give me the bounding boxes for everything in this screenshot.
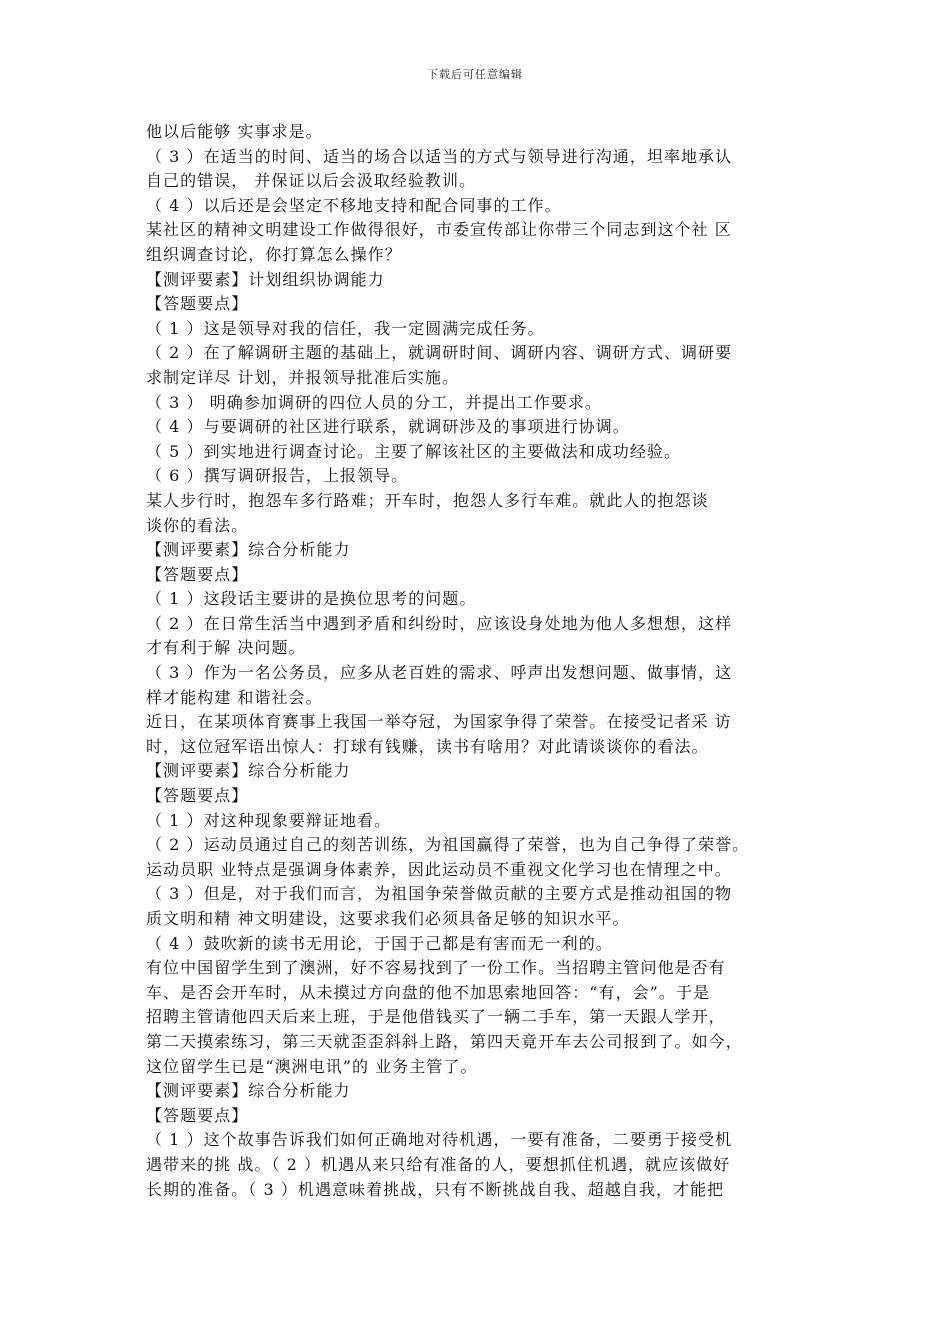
text-line: 【测评要素】综合分析能力 — [146, 1081, 351, 1101]
document-body — [146, 120, 810, 1202]
text-line: （ 4 ）鼓吹新的读书无用论，于国于己都是有害而无一利的。 — [146, 933, 613, 953]
text-line: 招聘主管请他四天后来上班，于是他借钱买了一辆二手车，第一天跟人学开， — [146, 1007, 726, 1027]
text-line: （ 1 ）这段话主要讲的是换位思考的问题。 — [146, 589, 477, 609]
text-line: （ 1 ）这个故事告诉我们如何正确地对待机遇，一要有准备，二要勇于接受机 — [146, 1130, 733, 1150]
text-line: 自己的错误， 并保证以后会汲取经验教训。 — [146, 171, 477, 191]
text-line: （ 2 ）在了解调研主题的基础上，就调研时间、调研内容、调研方式、调研要 — [146, 343, 733, 363]
text-line: （ 2 ）在日常生活当中遇到矛盾和纠纷时，应该设身处地为他人多想想，这样 — [146, 613, 733, 633]
text-line: 车、是否会开车时，从未摸过方向盘的他不加思索地回答：“有，会”。于是 — [146, 982, 711, 1002]
text-line: 求制定详尽 计划，并报领导批准后实施。 — [146, 367, 460, 387]
text-line: （ 4 ）以后还是会坚定不移地支持和配合同事的工作。 — [146, 195, 562, 215]
text-line: （ 4 ）与要调研的社区进行联系，就调研涉及的事项进行协调。 — [146, 417, 630, 437]
text-line: 样才能构建 和谐社会。 — [146, 687, 323, 707]
text-line: 运动员职 业特点是强调身体素养，因此运动员不重视文化学习也在情理之中。 — [146, 859, 732, 879]
text-line: 谈你的看法。 — [146, 515, 249, 535]
text-line: （ 6 ）撰写调研报告，上报领导。 — [146, 466, 409, 486]
text-line: （ 3 ）在适当的时间、适当的场合以适当的方式与领导进行沟通，坦率地承认 — [146, 146, 733, 166]
text-line: （ 1 ）对这种现象要辩证地看。 — [146, 810, 392, 830]
text-line: （ 3 ）作为一名公务员，应多从老百姓的需求、呼声出发想问题、做事情，这 — [146, 663, 733, 683]
text-line: 【答题要点】 — [146, 1105, 249, 1125]
text-line: 这位留学生已是“澳洲电讯”的 业务主管了。 — [146, 1056, 478, 1076]
text-line: 第二天摸索练习，第三天就歪歪斜斜上路，第四天竟开车去公司报到了。如今， — [146, 1031, 743, 1051]
text-line: 【答题要点】 — [146, 294, 249, 314]
text-line: 【测评要素】综合分析能力 — [146, 540, 351, 560]
page-header: 下载后可任意编辑 — [427, 68, 523, 81]
text-line: 质文明和精 神文明建设，这要求我们必须具备足够的知识水平。 — [146, 909, 630, 928]
text-line: 近日，在某项体育赛事上我国一举夺冠，为国家争得了荣誉。在接受记者采 访 — [146, 712, 732, 732]
text-line: 长期的准备。（ 3 ）机遇意味着挑战，只有不断挑战自我、超越自我，才能把 — [146, 1179, 725, 1199]
text-line: 有位中国留学生到了澳洲，好不容易找到了一份工作。当招聘主管问他是否有 — [146, 958, 726, 978]
text-line: 【答题要点】 — [146, 786, 249, 806]
text-line: （ 5 ）到实地进行调查讨论。主要了解该社区的主要做法和成功经验。 — [146, 441, 682, 461]
text-line: 某人步行时，抱怨车多行路难；开车时，抱怨人多行车难。就此人的抱怨谈 — [146, 490, 709, 510]
text-line: 组织调查讨论，你打算怎么操作？ — [146, 244, 402, 264]
text-line: 遇带来的挑 战。（ 2 ）机遇从来只给有准备的人，要想抓住机遇，就应该做好 — [146, 1154, 731, 1174]
text-line: 【答题要点】 — [146, 564, 249, 584]
text-line: 他以后能够 实事求是。 — [146, 122, 323, 141]
text-line: （ 3 ） 明确参加调研的四位人员的分工，并提出工作要求。 — [146, 392, 602, 412]
text-line: 【测评要素】计划组织协调能力 — [146, 269, 385, 289]
text-line: （ 1 ）这是领导对我的信任，我一定圆满完成任务。 — [146, 318, 545, 338]
text-line: 时，这位冠军语出惊人：打球有钱赚，读书有啥用？对此请谈谈你的看法。 — [146, 736, 709, 756]
text-line: 【测评要素】综合分析能力 — [146, 761, 351, 781]
text-line: （ 2 ）运动员通过自己的刻苦训练，为祖国赢得了荣誉，也为自己争得了荣誉。 — [146, 835, 750, 855]
text-line: 才有利于解 决问题。 — [146, 638, 306, 658]
text-line: （ 3 ）但是，对于我们而言，为祖国争荣誉做贡献的主要方式是推动祖国的物 — [146, 884, 733, 904]
text-line: 某社区的精神文明建设工作做得很好，市委宣传部让你带三个同志到这个社 区 — [146, 220, 732, 240]
